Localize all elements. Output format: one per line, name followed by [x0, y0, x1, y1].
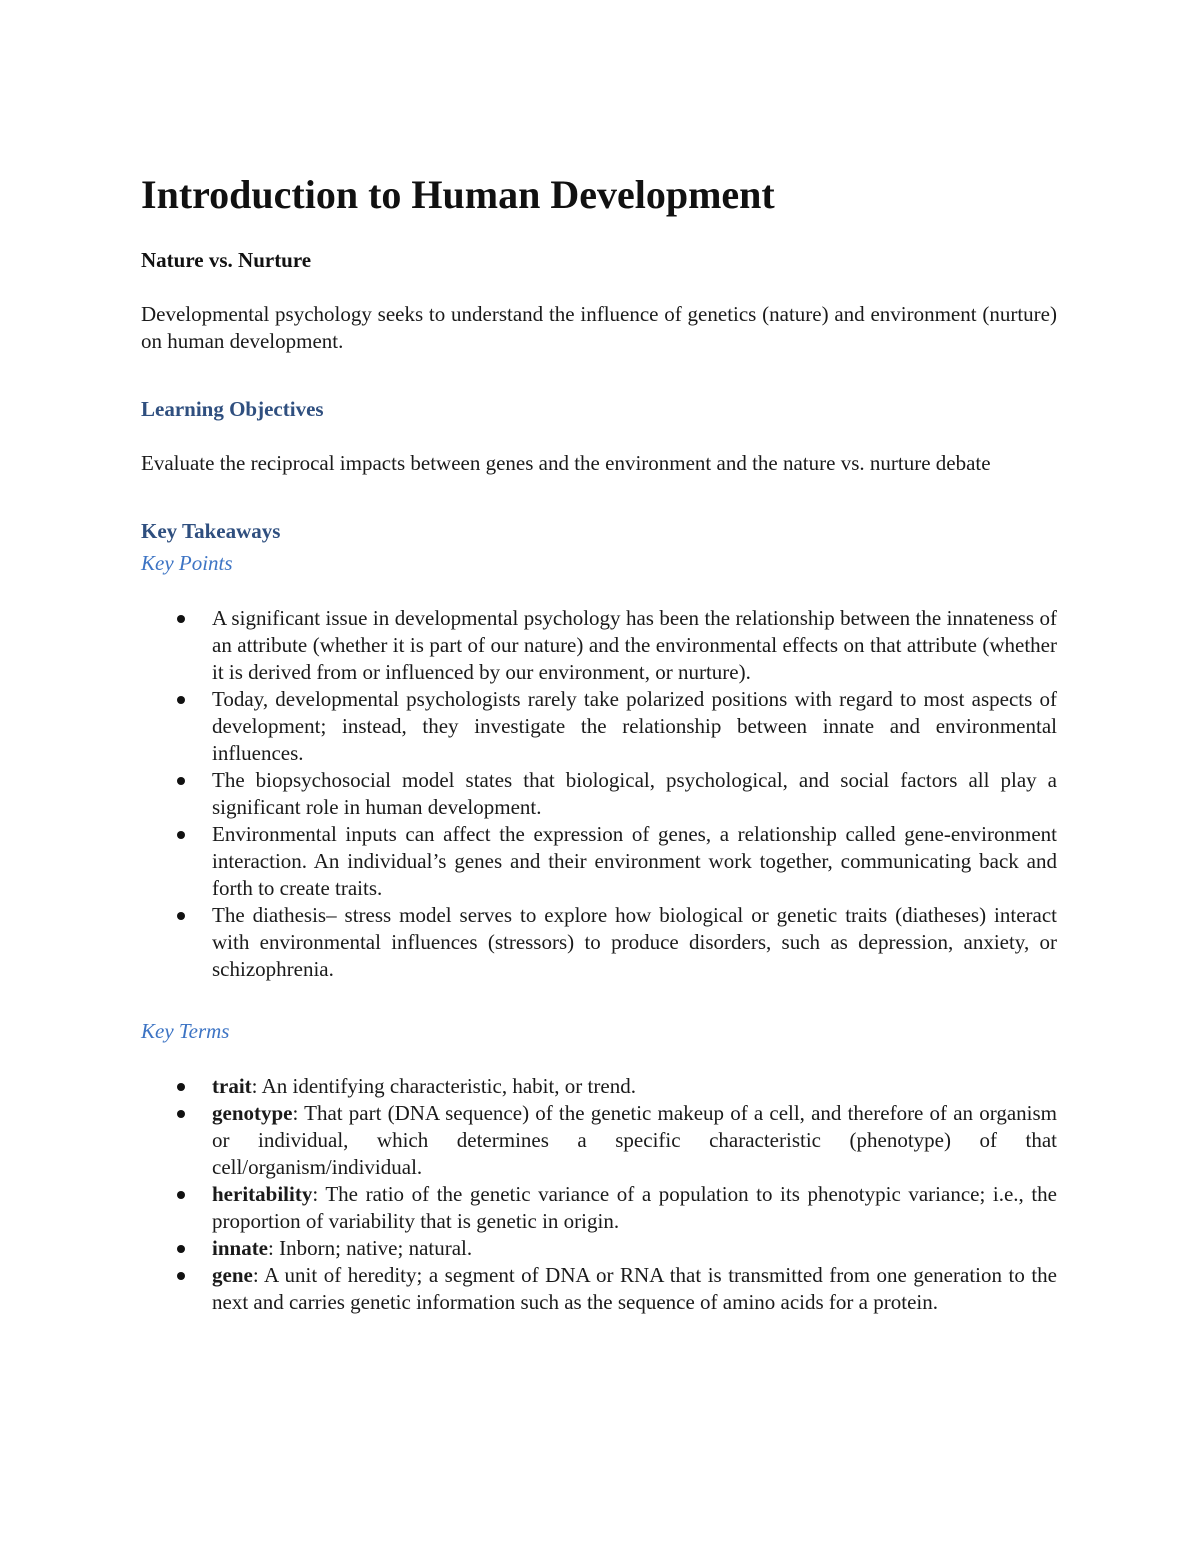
- key-points-list: [141, 605, 1057, 983]
- key-term-definition: : That part (DNA sequence) of the genetic makeup of a cell, and therefore of an organism or individual, which determines a specific characteristic (phenotype) of that cell/organism/individual.: [212, 1101, 1057, 1179]
- bullet-icon: [177, 1110, 185, 1118]
- key-term-definition: : Inborn; native; natural.: [268, 1236, 473, 1260]
- list-item: [141, 767, 1057, 821]
- bullet-icon: [177, 1272, 185, 1280]
- bullet-icon: [177, 615, 185, 623]
- intro-paragraph: Developmental psychology seeks to understand the influence of genetics (nature) and environment (nurture) on human development.: [141, 302, 1057, 353]
- learning-objectives-text: Evaluate the reciprocal impacts between genes and the environment and the nature vs. nurture debate: [141, 451, 991, 475]
- key-takeaways-heading: Key Takeaways: [141, 519, 281, 543]
- list-item: [141, 902, 1057, 983]
- key-point-text: Today, developmental psychologists rarely take polarized positions with regard to most aspects of development; instead, they investigate the relationship between innate and environmental influences.: [212, 687, 1057, 765]
- page-title: Introduction to Human Development: [141, 172, 775, 217]
- key-point-text: The diathesis– stress model serves to explore how biological or genetic traits (diatheses) interact with environmental influences (stressors) to produce disorders, such as depression, anxiety, or schizophrenia.: [212, 903, 1057, 981]
- key-point-text: The biopsychosocial model states that biological, psychological, and social factors all play a significant role in human development.: [212, 768, 1057, 819]
- key-term: trait: [212, 1074, 252, 1098]
- key-term-definition: : The ratio of the genetic variance of a population to its phenotypic variance; i.e., the proportion of variability that is genetic in origin.: [212, 1182, 1057, 1233]
- document-page: [141, 168, 1057, 1316]
- bullet-icon: [177, 1191, 185, 1199]
- bullet-icon: [177, 831, 185, 839]
- list-item: [141, 1235, 1057, 1262]
- key-term: genotype: [212, 1101, 293, 1125]
- key-points-heading: Key Points: [141, 551, 233, 575]
- bullet-icon: [177, 912, 185, 920]
- list-item: [141, 605, 1057, 686]
- bullet-icon: [177, 777, 185, 785]
- learning-objectives-heading: Learning Objectives: [141, 397, 324, 421]
- key-point-text: A significant issue in developmental psychology has been the relationship between the innateness of an attribute (whether it is part of our nature) and the environmental effects on that attribute (whether it is derived from or influenced by our environment, or nurture).: [212, 606, 1057, 684]
- bullet-icon: [177, 1083, 185, 1091]
- key-term: gene: [212, 1263, 253, 1287]
- section-subtitle: Nature vs. Nurture: [141, 248, 312, 272]
- list-item: [141, 1262, 1057, 1316]
- list-item: [141, 1100, 1057, 1181]
- list-item: [141, 686, 1057, 767]
- key-term: heritability: [212, 1182, 313, 1206]
- list-item: [141, 1181, 1057, 1235]
- key-point-text: Environmental inputs can affect the expression of genes, a relationship called gene-environment interaction. An individual’s genes and their environment work together, communicating back and forth to create traits.: [212, 822, 1057, 900]
- key-terms-heading: Key Terms: [141, 1019, 230, 1043]
- bullet-icon: [177, 696, 185, 704]
- key-terms-list: [141, 1073, 1057, 1316]
- list-item: [141, 1073, 1057, 1100]
- key-term-definition: : A unit of heredity; a segment of DNA or RNA that is transmitted from one generation to the next and carries genetic information such as the sequence of amino acids for a protein.: [212, 1263, 1057, 1314]
- key-term-definition: : An identifying characteristic, habit, or trend.: [251, 1074, 636, 1098]
- key-term: innate: [212, 1236, 269, 1260]
- bullet-icon: [177, 1245, 185, 1253]
- list-item: [141, 821, 1057, 902]
